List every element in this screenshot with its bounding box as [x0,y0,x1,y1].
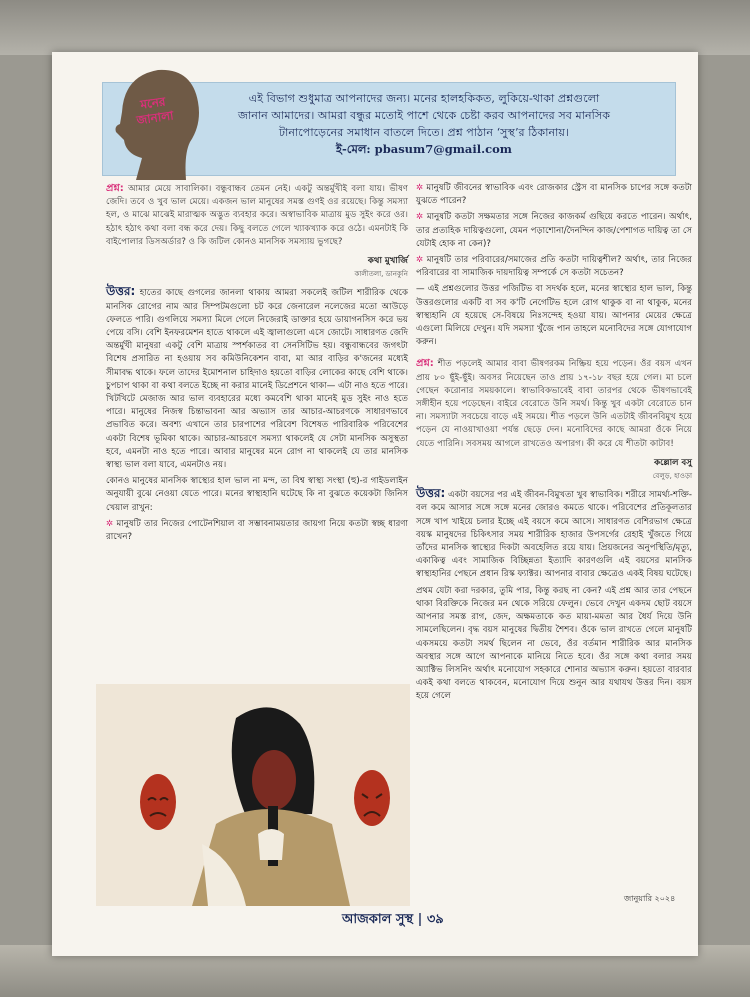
bullet-item: ✲ মানুষটি তার নিজের পোটেনশিয়াল বা সম্ভাবনাময়তার জায়গা নিয়ে কতটা স্বচ্ছ ধারণা রাখেন? [106,518,409,543]
header-intro [184,90,664,158]
bullet-item: ✲ মানুষটি তার পরিবারের/সমাজের প্রতি কতটা দায়িত্বশীল? অর্থাৎ, তার নিজের পরিবারের বা সামাজিক দায়দায়িত্ব সম্পর্কে সে কতটা সচেতন? [416,255,692,279]
asker-place: বেলুড়, হাওড়া [652,472,692,481]
answer-text: হাতের কাছে গুগলের জানলা থাকায় আমরা সকলেই জটিল শারীরিক থেকে মানসিক রোগের নাম আর সিম্পটমগুলো চট করে জেনারেল নলেজের মতো আউড়ে ফেলতে পারি। গুগলিয়ে সমস্যা মিলে গেলে নিজেরাই ডাক্তার হয়ে ডায়াগনসিস করে ভয় পেয়ে বসি। বেশি ইনফরমেশন হাতে থাকলে এই জ্বালাগুলো এসে জোটে। সাধারণত জেদি অন্তর্মুখী মানুষরা একটু বেশি মাত্রায় স্পর্শকাতর বা সেনসিটিভ হয়। বন্ধুবান্ধবের জগৎটা বিশেষ প্রসারিত না হওয়ায় সব কমিউনিকেশন বাবা, মা আর বাড়ির ক'জনের মধ্যেই সীমাবদ্ধ থাকে। ফলে তাদের ইমোশনাল চাহিদাও হয়তো বাড়ির লোকের কাছে বেশি থাকে। চুপচাপ থাকা বা কথা বলতে ইচ্ছে না করার মানেই ডিপ্রেশনে থাকা— এটা নাও হতে পারে। খিটখিটে মেজাজ আর ভাল ব্যবহারের মধ্যে কমবেশি থাকা মানেই মুড সুইং নাও হতে পারে। মানুষের নিজস্ব চিন্তাভাবনা আর অভ্যাস তার আচার-আচরণকে সাধারণভাবে প্রভাবিত করে। অবশ্য এখানে তার চারপাশের পরিবেশ বিশেষত পারিবারিক পরিবেশের একটা বিশেষ ভূমিকা থাকে। আচার-আচরণে সমস্যা থাকলেই যে সেটা মানসিক অসুস্থতা হবে, এমনটা নাও হতে পারে। আবার মানুষের মনে রোগ না থাকলেই যে তার মানসিক স্বাস্থ্য ভাল বলা যাবে, এমনটাও নয়। [106,288,409,471]
right-column [416,182,692,707]
answer-2 [416,487,692,581]
answer-text: একটা বয়সের পর এই জীবন-বিমুখতা খুব স্বাভাবিক। শরীরে সামর্থ্য-শক্তি-বল কমে আসার সঙ্গে সঙ্গে মনের জোরও কমতে থাকে। পরিবেশের প্রতিকূলতার সঙ্গে খাপ খাইয়ে চলার ইচ্ছে এই বয়সে কমে আসে। সাধারণত বেশিরভাগ ক্ষেত্রে বয়স্ক মানুষদের চিকিৎসার সময় শারীরিক হাজার উপসর্গের রেহাই খুঁজতে গিয়ে তাঁদের মানসিক স্বাস্থ্যের দিকটা অবহেলিত রয়ে যায়। প্রিয়জনের অনুপস্থিতি/মৃত্যু, একাকিত্ব এবং সামাজিক বিচ্ছিন্নতা ইত্যাদি কারণগুলি এই বয়সের মানসিক স্বাস্থ্যহানির পেছনে প্রধান রিস্ক ফ্যাক্টর। আপনার বাবার ক্ষেত্রেও একই বিষয় ঘটেছে। [416,490,692,580]
magazine-footer: আজকাল সুস্থ | ৩৯ [342,912,444,927]
left-column [106,182,408,547]
asker-place: কালীতলা, ডানকুনি [354,270,408,279]
intro-line: টানাপোড়েনের সমাধান বাতলে দিতে। প্রশ্ন পাঠান ‘সুস্থ’র ঠিকানায়। [279,126,569,139]
answer-label: উত্তর: [106,284,136,299]
intro-line: এই বিভাগ শুধুমাত্র আপনাদের জন্য। মনের হালহকিকত, লুকিয়ে-থাকা প্রশ্নগুলো [248,92,600,105]
flower-bullet-icon: ✲ [106,518,114,529]
answer-label: উত্তর: [416,486,446,501]
answer-paragraph: — এই প্রশ্নগুলোর উত্তর পজিটিভ বা সদর্থক হলে, মনের স্বাস্থ্যের হাল ভাল, কিন্তু উত্তরগুলোর একটি বা সব ক'টি নেগেটিভ হলে রোগ থাকুক বা না থাকুক, মনের স্বাস্থ্যহানি যে হয়েছে সে-বিষয়ে নিঃসন্দেহ হওয়া যায়। আপনার মেয়ের ক্ষেত্রে এগুলো মিলিয়ে দেখুন। যদি সমস্যা খুঁজে পান তাহলে মনোবিদের সঙ্গে যোগাযোগ করুন। [416,284,692,348]
email-address: ই-মেল: pbasum7@gmail.com [336,142,512,156]
asker-name: কল্লোল বসু [654,457,692,468]
question-text: আমার মেয়ে সাবালিকা। বন্ধুবান্ধব তেমন নেই। একটু অন্তর্মুখীই বলা যায়। ভীষণ জেদি। তবে ও খুব ভাল মেয়ে। একজন ভাল মানুষের সমস্ত গুণই ওর রয়েছে। কিন্তু সমস্যা হল, ও মাঝে মাঝেই মারাত্মক অদ্ভুত ব্যবহার করে। অস্বাভাবিক মাত্রায় মুড সুইং করে ওর। হঠাৎ হঠাৎ কথা বলা বন্ধ করে দেয়। কিছু বলতে গেলে খ্যাকখ্যাক করে ওঠে। এমনটাই কি বাইপোলার ডিসঅর্ডার? ও কি জটিল কোনও মানসিক সমস্যায় ভুগছে? [106,184,409,247]
question-2 [416,357,692,450]
background-top [0,0,750,55]
flower-bullet-icon: ✲ [416,212,424,223]
flower-bullet-icon: ✲ [416,255,424,266]
illustration-mask-woman [96,684,410,906]
answer-paragraph: প্রথম যেটা করা দরকার, তুমি পার, কিন্তু করছ না কেন? এই প্রশ্ন আর তার পেছনে থাকা বিরক্তিকে নিজের মন থেকে সরিয়ে ফেলুন। ভেবে দেখুন একদম ছোট বয়সে আপনার সমস্ত রাগ, জেদ, অক্ষমতাকে কত মায়া-মমতা আর ধৈর্য দিয়ে উনি সামলেছিলেন। বৃদ্ধ বয়স মানুষের দ্বিতীয় শৈশব। ওঁকে ভাল রাখতে গেলে মানুষটি একসময়ে কতটা সমর্থ ছিলেন না ভেবে, ওঁর বর্তমান শারীরিক আর মানসিক অবস্থার সঙ্গে আগে আপনাকে মানিয়ে নিতে হবে। ওঁর সঙ্গে কথা বলার সময় অ্যাক্টিভ লিসনিং অর্থাৎ মনোযোগ সহকারে শোনার অভ্যাস করুন। হয়তো বারবার একই কথা বলতে থাকবেন, মনোযোগ দিয়ে শুনুন আর যথাযথ উত্তর দিন। বয়স হয়ে গেলে [416,585,692,702]
answer-1 [106,285,408,472]
bullet-item: ✲ মানুষটি কতটা সক্ষমতার সঙ্গে নিজের কাজকর্ম গুছিয়ে করতে পারেন। অর্থাৎ, তার প্রত্যহিক দায়িত্বগুলো, যেমন পড়াশোনা/দৈনন্দিন কাজ/পেশাগত দায়িত্ব তা সে যেটাই হোক না কেন)? [416,212,693,249]
question-text: শীত পড়লেই আমার বাবা ভীষণরকম নিষ্ক্রিয় হয়ে পড়েন। ওঁর বয়স এখন প্রায় ৮০ ছুঁই-ছুঁই। অবসর নিয়েছেন তাও প্রায় ১৭-১৮ বছর হয়ে গেল। মা চলে গেছেন করোনার সময়কালে। স্বাভাবিকভাবেই বাবা তারপর থেকে ভীষণভাবেই সঙ্গীহীন হয়ে পড়েছেন। বাইরে বেরোতে উনি সমর্থ। কিন্তু খুব একটা বেরোতে চান না। সমস্যাটা সবচেয়ে বাড়ে এই সময়ে। শীত পড়লে উনি এতটাই জীবনবিমুখ হয়ে পড়েন যে নাওয়াখাওয়া পর্যন্ত ছেড়ে দেন। মনোবিদের কাছে আমরা ওঁকে নিয়ে যেতে পারিনি। সবসময় আগলে রাখতেও অপারগ। কী করে যে শীতটা কাটাব! [416,359,693,449]
asker-name: কথা মুখার্জি [367,256,408,267]
answer-paragraph: কোনও মানুষের মানসিক স্বাস্থ্যের হাল ভাল না মন্দ, তা বিশ্ব স্বাস্থ্য সংস্থা (হু)-র গাইডলাইন অনুযায়ী বুঝে নেওয়া যেতে পারে। মনের স্বাস্থ্যহানি ঘটেছে কি না বুঝতে কয়েকটা জিনিস খেয়াল রাখুন: [106,476,408,513]
bullet-item: ✲ মানুষটি জীবনের স্বাভাবিক এবং রোজকার স্ট্রেস বা মানসিক চাপের সঙ্গে কতটা যুঝতে পারেন? [416,183,692,207]
question-1 [106,182,408,249]
question-label: প্রশ্ন: [416,358,434,370]
issue-date: জানুয়ারি ২০২৪ [624,894,676,903]
question-label: প্রশ্ন: [106,183,124,194]
magazine-page [52,52,698,956]
flower-bullet-icon: ✲ [416,183,424,193]
column-logo-title: মনের জানালা [135,94,175,128]
intro-line: জানান আমাদের। আমরা বন্ধুর মতোই পাশে থেকে চেষ্টা করব আপনাদের সব মানসিক [237,109,611,122]
